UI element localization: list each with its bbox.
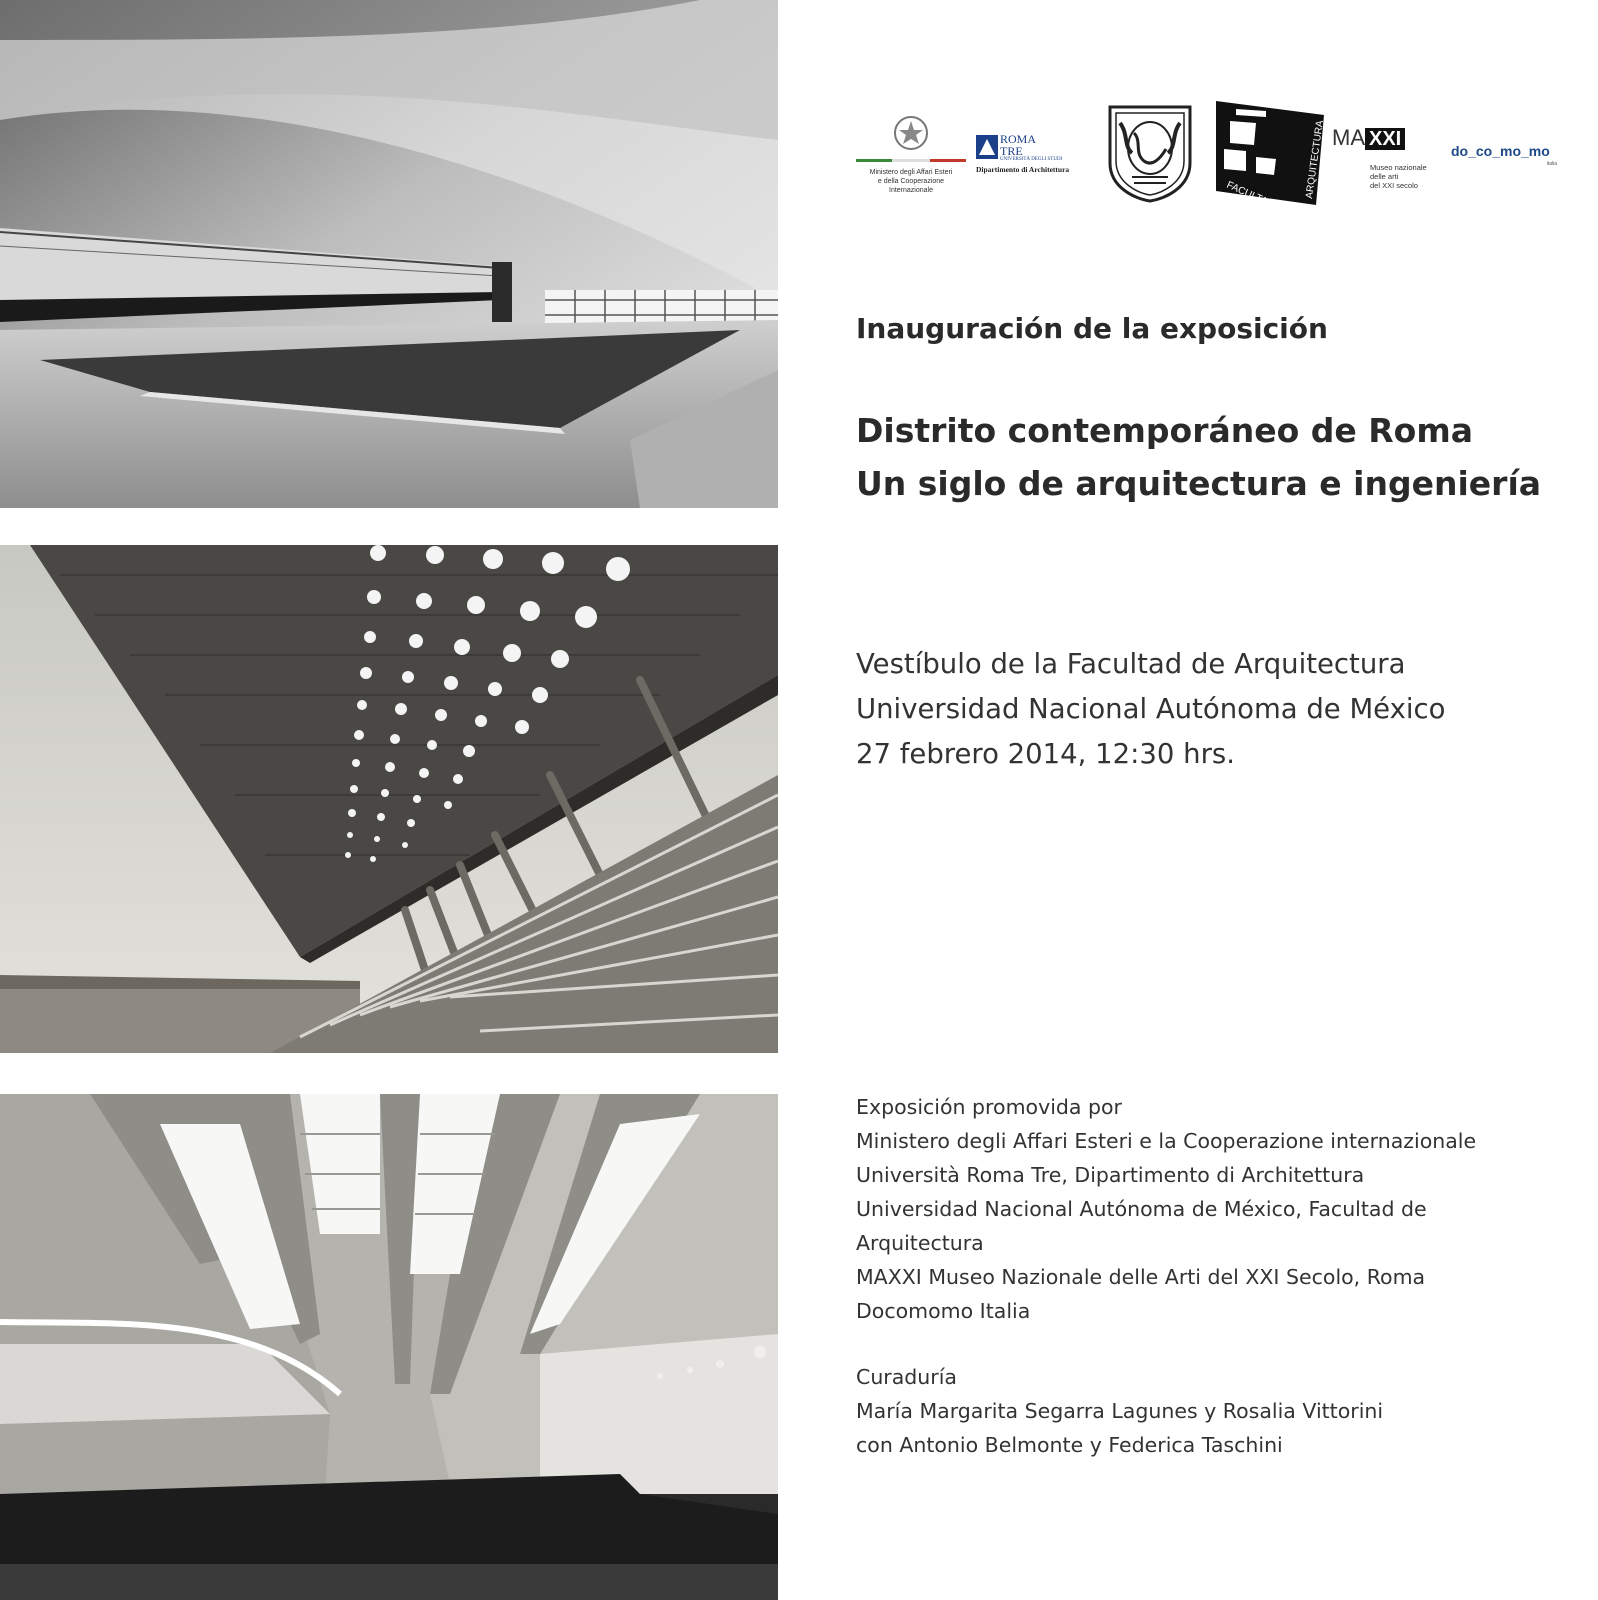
docomomo-name: do_co_mo_mo (1451, 143, 1550, 159)
curator-item: María Margarita Segarra Lagunes y Rosalia Vittorini (856, 1399, 1384, 1423)
venue-date-time: 27 febrero 2014, 12:30 hrs. (856, 738, 1235, 770)
title-line-2: Un siglo de arquitectura e ingeniería (856, 464, 1542, 503)
roma-tre-line2: TRE (1000, 144, 1023, 158)
maxxi-line2: delle arti (1370, 172, 1399, 181)
roma-tre-line4: Dipartimento di Architettura (976, 165, 1070, 174)
promoter-item: MAXXI Museo Nazionale delle Arti del XXI Secolo, Roma (856, 1265, 1426, 1289)
venue-line-2: Universidad Nacional Autónoma de México (856, 693, 1446, 725)
promoted-label: Exposición promovida por (856, 1095, 1122, 1119)
facultad-word2: ARQUITECTURA (1304, 119, 1326, 200)
logo-roma-tre (976, 132, 1086, 180)
logo-docomomo (1451, 143, 1561, 173)
logo-facultad-arquitectura (1216, 101, 1326, 205)
title-line-1: Distrito contemporáneo de Roma (856, 411, 1474, 450)
roma-tre-emblem-icon (976, 135, 998, 159)
photo-stadium-canopy (0, 545, 778, 1053)
credits-block (856, 1090, 1556, 1462)
maxxi-line1: Museo nazionale (1370, 163, 1427, 172)
roma-tre-line1: ROMA (1000, 132, 1037, 146)
ministero-line1: Ministero degli Affari Esteri (869, 169, 953, 176)
roma-tre-line3: UNIVERSITÀ DEGLI STUDI (1000, 157, 1063, 162)
exhibition-title (856, 404, 1556, 510)
exhibition-kicker: Inauguración de la exposición (856, 312, 1328, 345)
curation-label: Curaduría (856, 1365, 957, 1389)
maxxi-line3: del XXI secolo (1370, 181, 1418, 190)
promoter-item: Arquitectura (856, 1231, 984, 1255)
ministero-line2: e della Cooperazione Internazionale (877, 178, 945, 194)
photo-indoor-pool (0, 0, 778, 508)
logo-ministero (856, 113, 966, 193)
sponsor-logos (856, 95, 1561, 215)
italian-emblem-icon (856, 113, 966, 163)
maxxi-xxi: XXI (1365, 128, 1405, 150)
venue-block (856, 642, 1556, 777)
promoter-item: Docomomo Italia (856, 1299, 1031, 1323)
curator-item: con Antonio Belmonte y Federica Taschini (856, 1433, 1283, 1457)
facultad-logo-icon (1216, 101, 1326, 205)
logo-unam-seal (1104, 103, 1196, 203)
photo-museum-interior (0, 1094, 778, 1600)
docomomo-sub: italia (1546, 161, 1557, 167)
maxxi-ma: MA (1332, 125, 1365, 150)
facultad-word1: FACULTAD (1224, 179, 1276, 205)
unam-seal-icon (1104, 103, 1196, 203)
promoter-item: Ministero degli Affari Esteri e la Cooperazione internazionale (856, 1129, 1477, 1153)
promoter-item: Università Roma Tre, Dipartimento di Architettura (856, 1163, 1365, 1187)
promoter-item: Universidad Nacional Autónoma de México, Facultad de (856, 1197, 1427, 1221)
venue-line-1: Vestíbulo de la Facultad de Arquitectura (856, 648, 1406, 680)
logo-maxxi (1332, 125, 1442, 195)
